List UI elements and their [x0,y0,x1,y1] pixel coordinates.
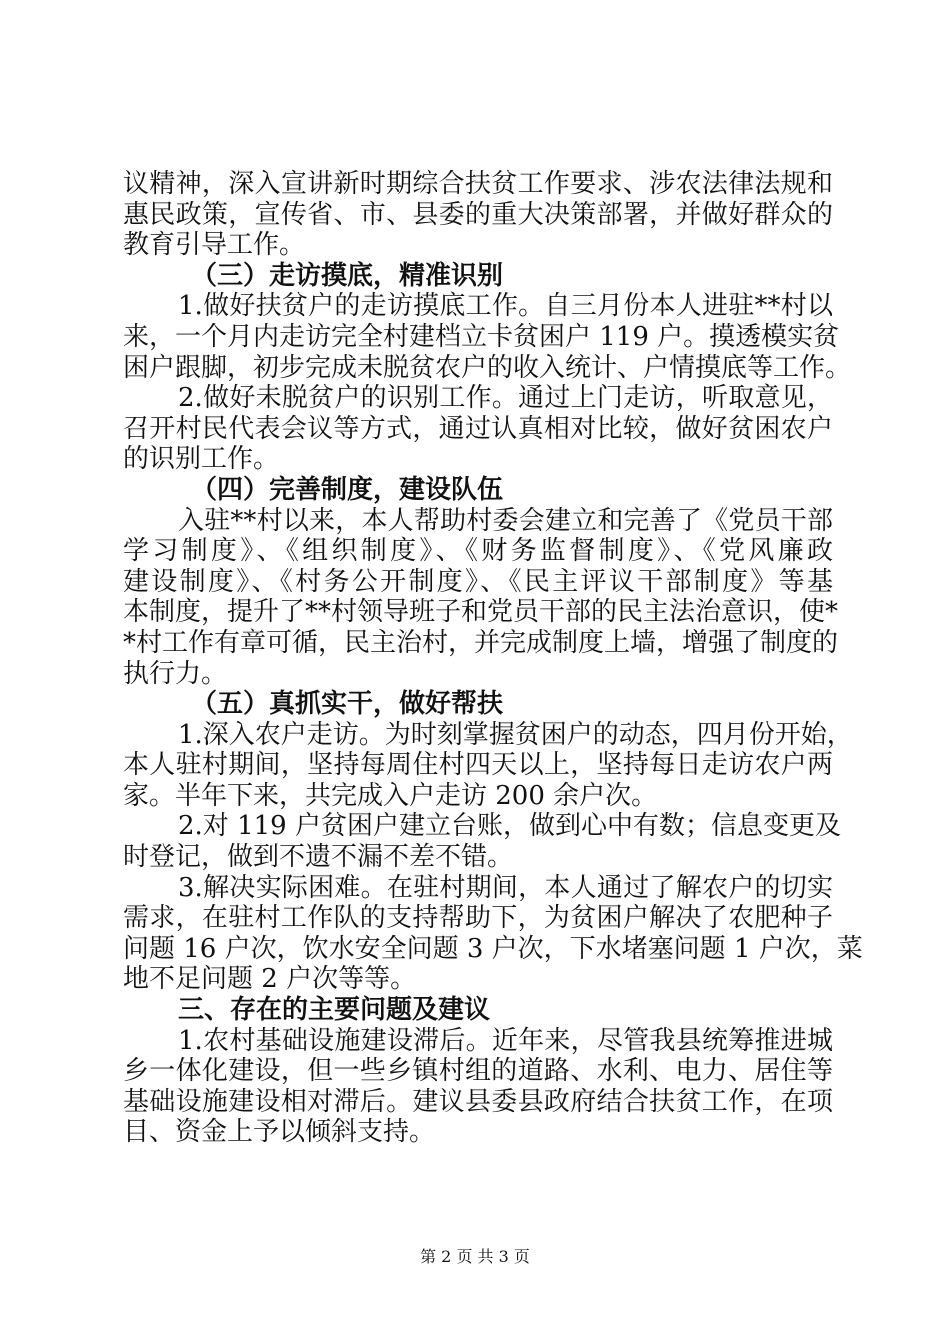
section-heading: 三、存在的主要问题及建议 [178,995,491,1026]
text-line: 目、资金上予以倾斜支持。 [123,1117,436,1148]
section-heading: （五）真抓实干，做好帮扶 [191,689,504,720]
text-line: 教育引导工作。 [123,230,306,261]
text-line: 2.做好未脱贫户的识别工作。通过上门走访，听取意见， [178,383,833,414]
text-line: 地不足问题 2 户次等等。 [123,964,417,995]
text-line: 1.深入农户走访。为时刻掌握贫困户的动态，四月份开始， [178,719,853,750]
text-line: *村工作有章可循，民主治村，并完成制度上墙，增强了制度的 [123,627,839,658]
text-line: 惠民政策，宣传省、市、县委的重大决策部署，并做好群众的 [123,199,833,230]
page-number-footer: 第 2 页 共 3 页 [420,1247,530,1266]
section-heading: （四）完善制度，建设队伍 [191,474,504,505]
text-line: 学习制度》、《组织制度》、《财务监督制度》、《党风廉政 [123,536,833,567]
text-line: 需求，在驻村工作队的支持帮助下，为贫困户解决了农肥种子 [123,903,833,934]
text-line: 本制度，提升了**村领导班子和党员干部的民主法治意识，使* [123,597,839,628]
text-line: 1.做好扶贫户的走访摸底工作。自三月份本人进驻**村以 [178,291,833,322]
text-line: 议精神，深入宣讲新时期综合扶贫工作要求、涉农法律法规和 [123,169,833,199]
text-line: 乡一体化建设，但一些乡镇村组的道路、水利、电力、居住等 [123,1056,833,1087]
text-line: 执行力。 [123,658,228,689]
text-line: 召开村民代表会议等方式，通过认真相对比较，做好贫困农户 [123,413,833,444]
text-line: 建设制度》、《村务公开制度》、《民主评议干部制度》等基 [123,566,833,597]
text-line: 的识别工作。 [123,444,280,475]
text-line: 本人驻村期间，坚持每周住村四天以上，坚持每日走访农户两 [123,750,833,781]
section-heading: （三）走访摸底，精准识别 [191,260,504,291]
document-body [123,169,863,1148]
text-line: 入驻**村以来，本人帮助村委会建立和完善了《党员干部 [178,505,833,536]
text-line: 困户跟脚，初步完成未脱贫农户的收入统计、户情摸底等工作。 [123,352,852,383]
text-line: 时登记，做到不遗不漏不差不错。 [123,842,514,873]
text-line: 1.农村基础设施建设滞后。近年来，尽管我县统筹推进城 [178,1025,833,1056]
text-line: 来，一个月内走访完全村建档立卡贫困户 119 户。摸透模实贫 [123,321,840,352]
text-line: 2.对 119 户贫困户建立台账，做到心中有数；信息变更及 [178,811,841,842]
text-line: 家。半年下来，共完成入户走访 200 余户次。 [123,780,658,811]
text-line: 问题 16 户次，饮水安全问题 3 户次，下水堵塞问题 1 户次，菜 [123,933,863,964]
text-line: 3.解决实际困难。在驻村期间，本人通过了解农户的切实 [178,872,833,903]
text-line: 基础设施建设相对滞后。建议县委县政府结合扶贫工作，在项 [123,1086,833,1117]
